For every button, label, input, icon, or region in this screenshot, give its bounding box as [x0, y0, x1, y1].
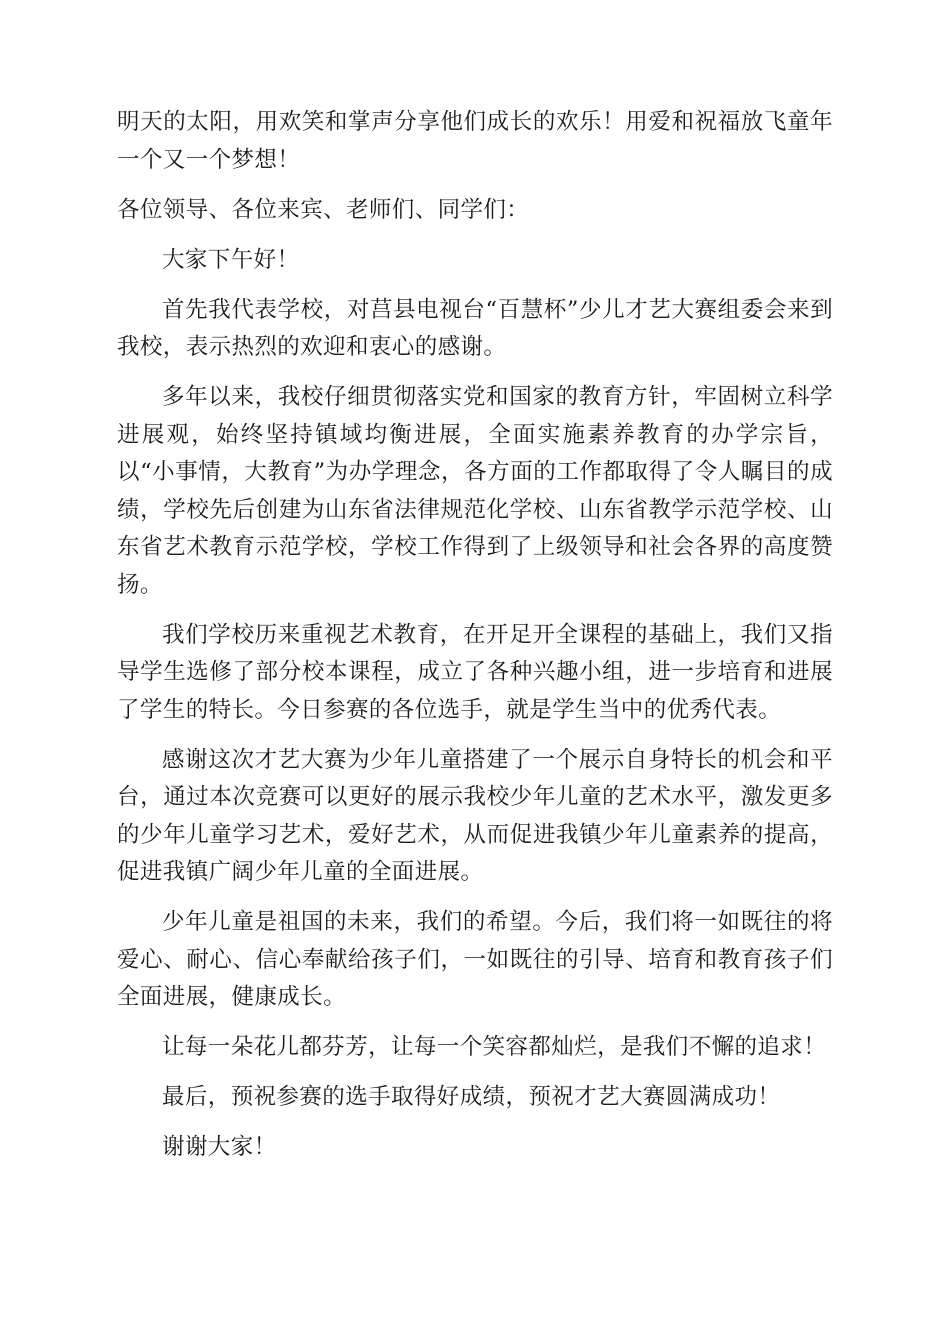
paragraph-art-education: 我们学校历来重视艺术教育，在开足开全课程的基础上，我们又指导学生选修了部分校本课程，成立了各种兴趣小组，进一步培育和进展了学生的特长。今日参赛的各位选手，就是学生当中的优秀代表。 [117, 621, 833, 723]
paragraph-salutation: 各位领导、各位来宾、老师们、同学们： [117, 196, 530, 223]
paragraph-welcome: 首先我代表学校，对莒县电视台“百慧杯”少儿才艺大赛组委会来到我校，表示热烈的欢迎和衷心的感谢。 [117, 296, 833, 360]
paragraph-future: 少年儿童是祖国的未来，我们的希望。今后，我们将一如既往的将爱心、耐心、信心奉献给孩子们，一如既往的引导、培育和教育孩子们全面进展，健康成长。 [117, 909, 833, 1010]
paragraph-continued-opening: 明天的太阳，用欢笑和掌声分享他们成长的欢乐！用爱和祝福放飞童年一个又一个梦想！ [117, 109, 833, 173]
paragraph-thanks-competition: 感谢这次才艺大赛为少年儿童搭建了一个展示自身特长的机会和平台，通过本次竞赛可以更好的展示我校少年儿童的艺术水平，激发更多的少年儿童学习艺术，爱好艺术，从而促进我镇少年儿童素养的提高，促进我镇广阔少年儿童的全面进展。 [117, 746, 833, 885]
paragraph-wishes: 最后，预祝参赛的选手取得好成绩，预祝才艺大赛圆满成功！ [162, 1084, 781, 1110]
paragraph-greeting: 大家下午好！ [162, 246, 300, 273]
speech-body [117, 104, 833, 1179]
paragraph-school-achievements: 多年以来，我校仔细贯彻落实党和国家的教育方针，牢固树立科学进展观，始终坚持镇域均衡进展，全面实施素养教育的办学宗旨，以“小事情，大教育”为办学理念，各方面的工作都取得了令人瞩目的成绩，学校先后创建为山东省法律规范化学校、山东省教学示范学校、山东省艺术教育示范学校，学校工作得到了上级领导和社会各界的高度赞扬。 [117, 384, 833, 598]
paragraph-closing: 谢谢大家！ [162, 1134, 277, 1160]
paragraph-pursuit: 让每一朵花儿都芬芳，让每一个笑容都灿烂，是我们不懈的追求！ [162, 1034, 827, 1060]
